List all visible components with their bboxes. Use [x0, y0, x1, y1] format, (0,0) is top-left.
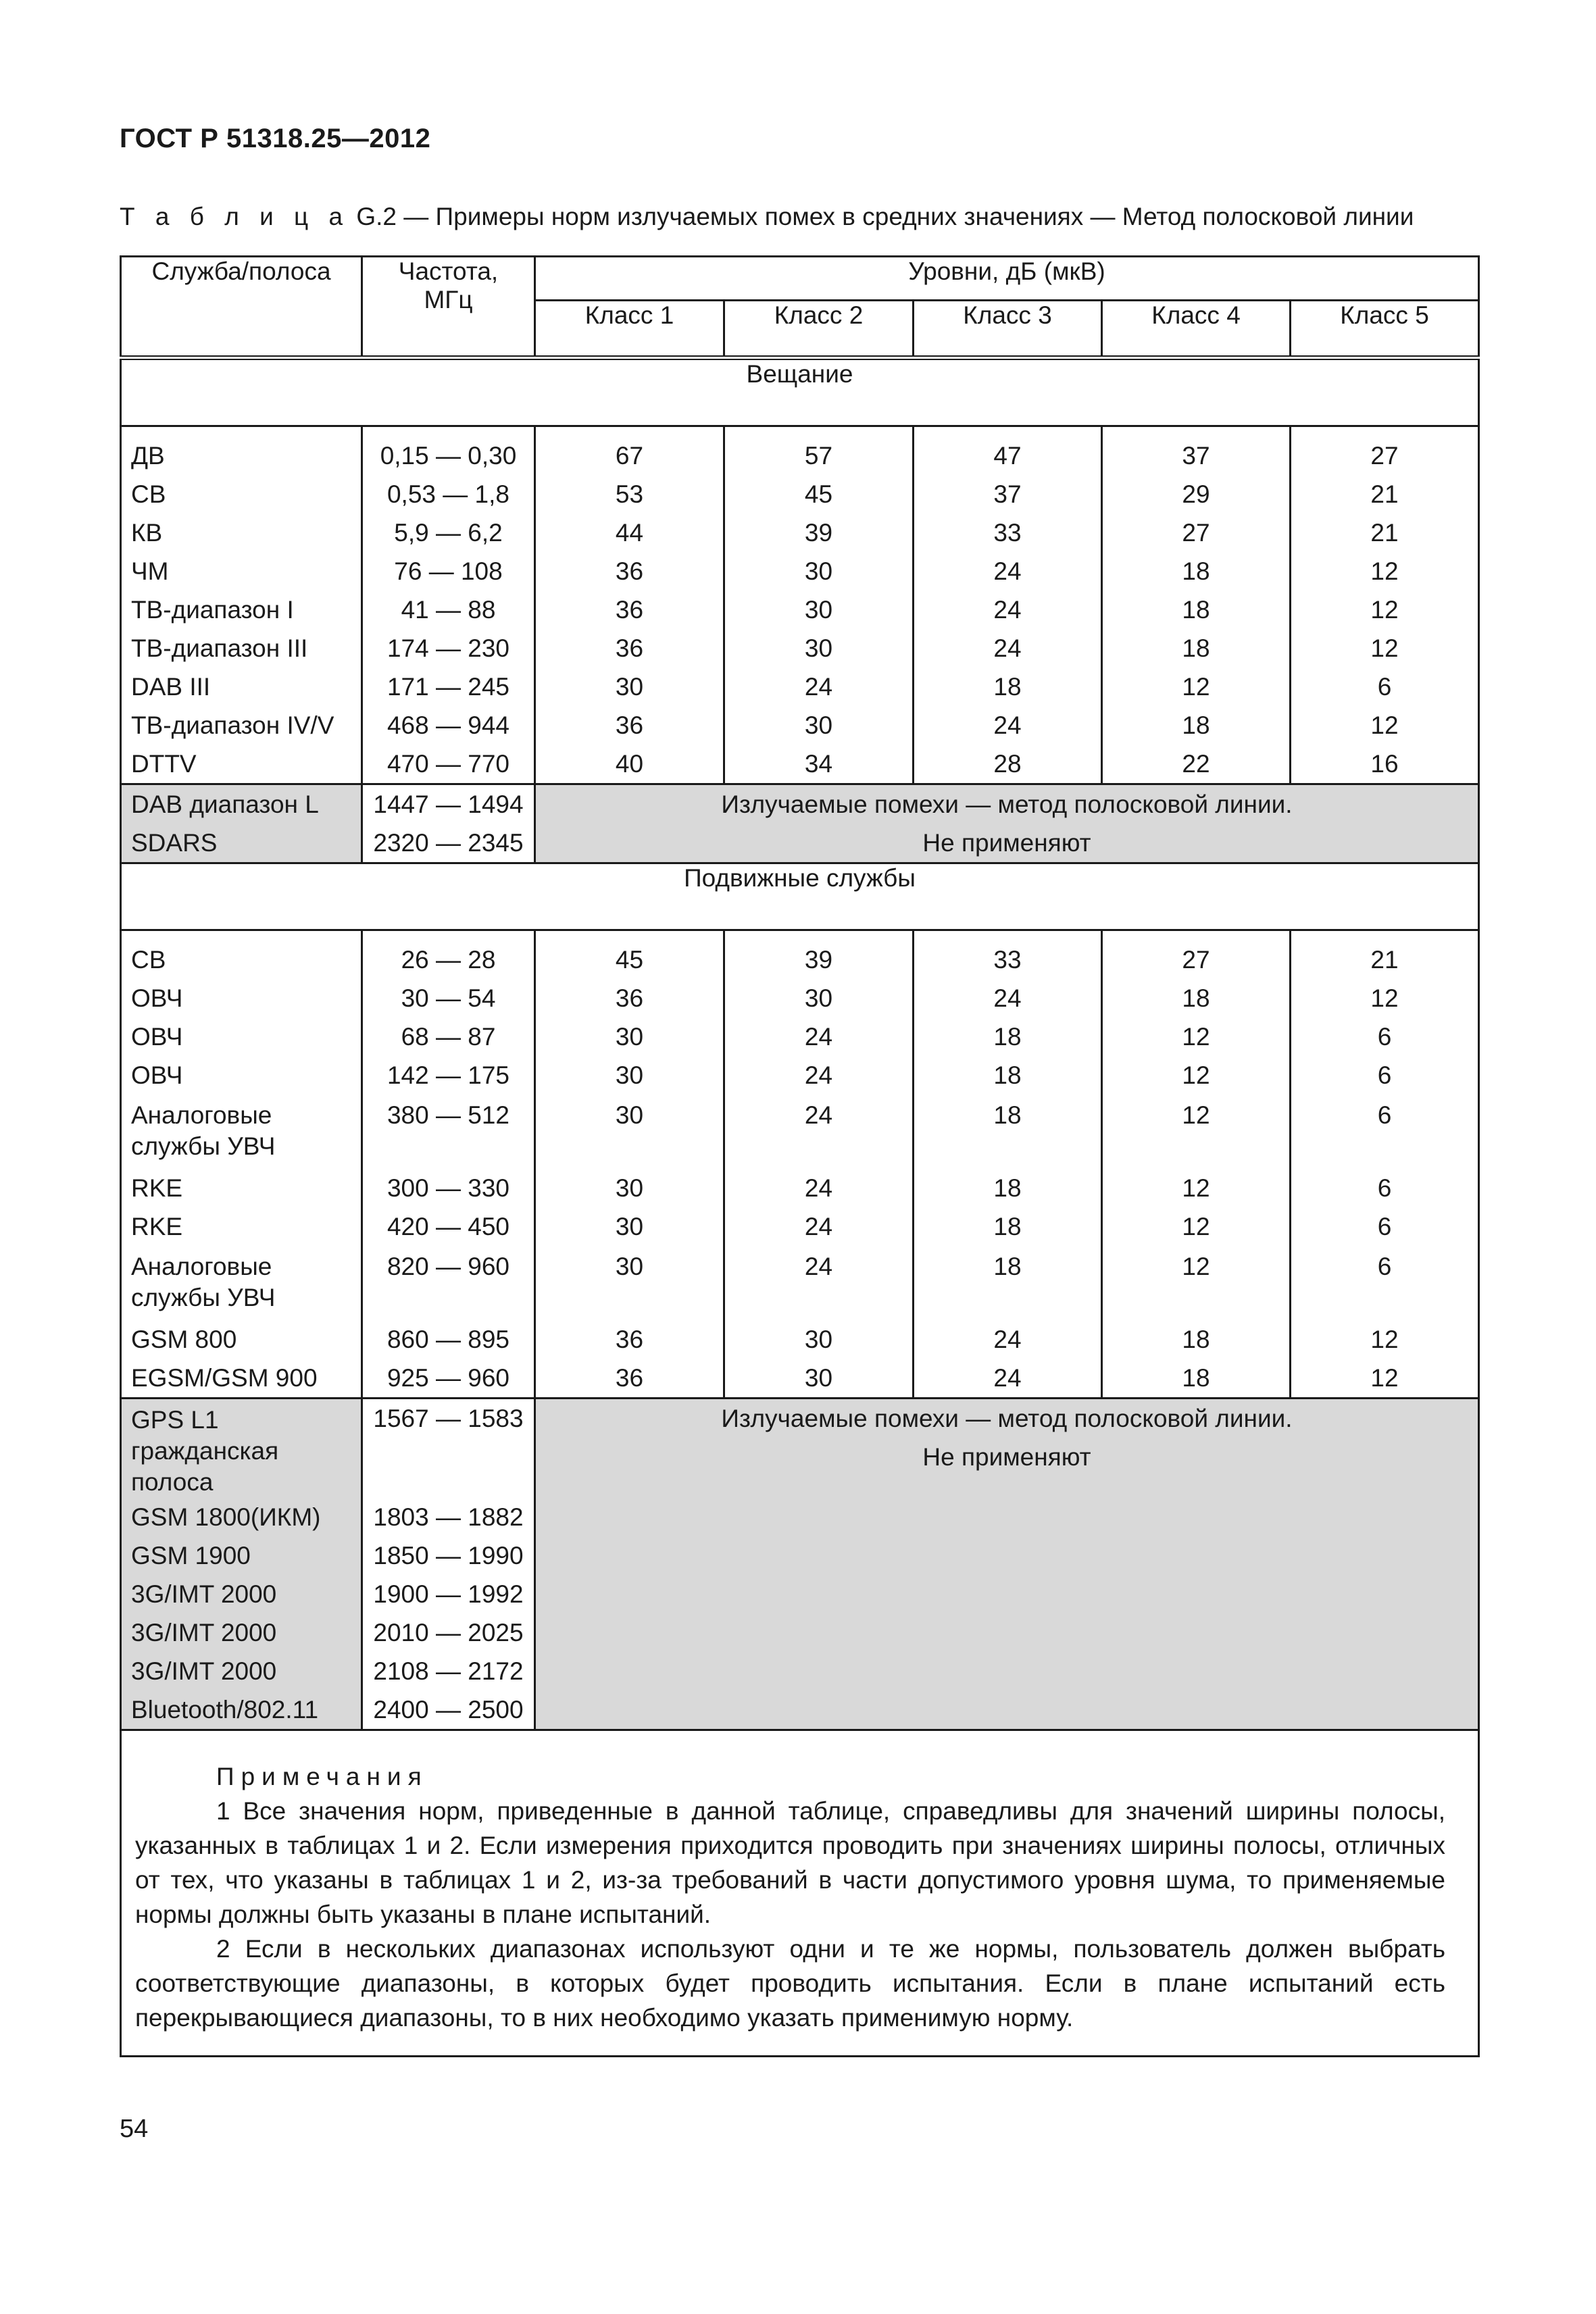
class-3-value: 18: [914, 668, 1102, 706]
class-4-value: 27: [1102, 513, 1291, 552]
class-5-value: 6: [1291, 1095, 1479, 1169]
class-4-value: 22: [1102, 745, 1291, 784]
service-cell: DTTV: [121, 745, 362, 784]
class-2-value: 30: [724, 590, 914, 629]
class-3-value: 24: [914, 629, 1102, 668]
service-cell: GSM 1800(ИКМ): [121, 1498, 362, 1536]
frequency-cell: 925 — 960: [362, 1359, 535, 1399]
class-1-value: 30: [535, 668, 724, 706]
table-row-not-applicable: [121, 1399, 1479, 1499]
frequency-cell: 41 — 88: [362, 590, 535, 629]
frequency-cell: 0,53 — 1,8: [362, 475, 535, 513]
class-1-value: 36: [535, 1320, 724, 1359]
class-2-value: 34: [724, 745, 914, 784]
table-row: [121, 1169, 1479, 1207]
class-2-value: 57: [724, 426, 914, 476]
class-5-value: 6: [1291, 1207, 1479, 1246]
document-id: ГОСТ Р 51318.25—2012: [120, 124, 431, 153]
frequency-cell: 76 — 108: [362, 552, 535, 590]
frequency-cell: 5,9 — 6,2: [362, 513, 535, 552]
class-3-value: 18: [914, 1207, 1102, 1246]
caption-label: Т а б л и ц а: [120, 203, 350, 230]
class-5-value: 21: [1291, 930, 1479, 980]
frequency-cell: 470 — 770: [362, 745, 535, 784]
frequency-cell: 2010 — 2025: [362, 1613, 535, 1652]
frequency-cell: 1900 — 1992: [362, 1575, 535, 1613]
service-cell: RKE: [121, 1169, 362, 1207]
table-row: [121, 426, 1479, 476]
class-5-value: 6: [1291, 1017, 1479, 1056]
service-cell: 3G/IMT 2000: [121, 1652, 362, 1690]
class-3-value: 24: [914, 1359, 1102, 1399]
class-5-value: 12: [1291, 590, 1479, 629]
class-2-value: 24: [724, 1207, 914, 1246]
service-cell: ОВЧ: [121, 979, 362, 1017]
class-2-value: 24: [724, 668, 914, 706]
not-applicable-line-1: Излучаемые помехи — метод полосковой линии.: [721, 790, 1293, 818]
col-header-frequency: Частота, МГц: [362, 257, 535, 358]
note-2: 2 Если в нескольких диапазонах используют одни и те же нормы, пользователь должен выбрать соответствующие диапазоны, в которых будет проводить испытания. Если в плане испытаний есть перекрывающиеся диапазоны, то в них необходимо указать применимую норму.: [135, 1935, 1445, 2032]
norms-table: [120, 255, 1480, 2057]
class-2-value: 45: [724, 475, 914, 513]
class-3-value: 24: [914, 979, 1102, 1017]
class-5-value: 12: [1291, 1320, 1479, 1359]
table-row: [121, 1056, 1479, 1095]
class-4-value: 18: [1102, 979, 1291, 1017]
table-row-not-applicable: [121, 784, 1479, 824]
class-3-value: 33: [914, 930, 1102, 980]
class-5-value: 12: [1291, 552, 1479, 590]
class-4-value: 12: [1102, 1095, 1291, 1169]
class-4-value: 18: [1102, 590, 1291, 629]
service-cell: ЧМ: [121, 552, 362, 590]
class-5-value: 6: [1291, 1056, 1479, 1095]
table-row: [121, 706, 1479, 745]
class-5-value: 27: [1291, 426, 1479, 476]
class-1-value: 44: [535, 513, 724, 552]
class-1-value: 30: [535, 1246, 724, 1320]
class-1-value: 36: [535, 706, 724, 745]
notes: [121, 1730, 1479, 2057]
table-row: [121, 1095, 1479, 1169]
class-4-value: 18: [1102, 1359, 1291, 1399]
not-applicable-note: [535, 784, 1479, 863]
service-cell: 3G/IMT 2000: [121, 1613, 362, 1652]
service-cell: ОВЧ: [121, 1056, 362, 1095]
class-3-value: 28: [914, 745, 1102, 784]
class-1-value: 67: [535, 426, 724, 476]
class-4-value: 27: [1102, 930, 1291, 980]
class-1-value: 30: [535, 1017, 724, 1056]
service-cell: RKE: [121, 1207, 362, 1246]
class-4-value: 12: [1102, 1056, 1291, 1095]
frequency-cell: 26 — 28: [362, 930, 535, 980]
class-4-value: 18: [1102, 706, 1291, 745]
class-1-value: 30: [535, 1169, 724, 1207]
class-3-value: 33: [914, 513, 1102, 552]
class-3-value: 47: [914, 426, 1102, 476]
class-1-value: 36: [535, 979, 724, 1017]
class-1-value: 45: [535, 930, 724, 980]
class-4-value: 37: [1102, 426, 1291, 476]
class-5-value: 16: [1291, 745, 1479, 784]
service-cell: Аналоговые службы УВЧ: [121, 1095, 362, 1169]
table-row: [121, 745, 1479, 784]
frequency-cell: 468 — 944: [362, 706, 535, 745]
frequency-cell: 30 — 54: [362, 979, 535, 1017]
frequency-cell: 68 — 87: [362, 1017, 535, 1056]
class-5-value: 12: [1291, 1359, 1479, 1399]
frequency-cell: 171 — 245: [362, 668, 535, 706]
class-2-value: 30: [724, 706, 914, 745]
service-cell: GSM 1900: [121, 1536, 362, 1575]
col-header-class-2: Класс 2: [724, 301, 914, 358]
service-cell: КВ: [121, 513, 362, 552]
col-header-class-3: Класс 3: [914, 301, 1102, 358]
class-2-value: 24: [724, 1017, 914, 1056]
table-row: [121, 475, 1479, 513]
frequency-cell: 1803 — 1882: [362, 1498, 535, 1536]
service-cell: 3G/IMT 2000: [121, 1575, 362, 1613]
caption-text: G.2 — Примеры норм излучаемых помех в средних значениях — Метод полосковой линии: [356, 203, 1414, 230]
frequency-cell: 1850 — 1990: [362, 1536, 535, 1575]
table-row: [121, 590, 1479, 629]
table-row: [121, 1246, 1479, 1320]
class-1-value: 36: [535, 1359, 724, 1399]
class-2-value: 30: [724, 629, 914, 668]
service-cell: DAB III: [121, 668, 362, 706]
class-4-value: 12: [1102, 1169, 1291, 1207]
class-1-value: 30: [535, 1056, 724, 1095]
class-5-value: 6: [1291, 668, 1479, 706]
class-4-value: 18: [1102, 629, 1291, 668]
page-number: 54: [120, 2115, 149, 2143]
frequency-cell: 860 — 895: [362, 1320, 535, 1359]
col-header-levels: Уровни, дБ (мкВ): [535, 257, 1479, 301]
section-title-mobile: Подвижные службы: [121, 863, 1479, 930]
frequency-cell: 380 — 512: [362, 1095, 535, 1169]
not-applicable-line-2: Не применяют: [922, 1443, 1091, 1471]
class-2-value: 39: [724, 930, 914, 980]
table-row: [121, 629, 1479, 668]
class-2-value: 30: [724, 1320, 914, 1359]
table-caption: [120, 203, 1414, 231]
class-5-value: 6: [1291, 1169, 1479, 1207]
class-3-value: 37: [914, 475, 1102, 513]
class-1-value: 36: [535, 590, 724, 629]
service-cell: SDARS: [121, 824, 362, 863]
frequency-cell: 142 — 175: [362, 1056, 535, 1095]
class-3-value: 18: [914, 1056, 1102, 1095]
class-3-value: 24: [914, 590, 1102, 629]
service-cell: GSM 800: [121, 1320, 362, 1359]
class-4-value: 12: [1102, 1246, 1291, 1320]
service-cell: ОВЧ: [121, 1017, 362, 1056]
frequency-cell: 0,15 — 0,30: [362, 426, 535, 476]
service-cell: Bluetooth/802.11: [121, 1690, 362, 1730]
class-5-value: 12: [1291, 979, 1479, 1017]
class-1-value: 53: [535, 475, 724, 513]
table-row: [121, 979, 1479, 1017]
class-2-value: 24: [724, 1056, 914, 1095]
class-4-value: 12: [1102, 1207, 1291, 1246]
class-4-value: 18: [1102, 1320, 1291, 1359]
table-row: [121, 1320, 1479, 1359]
col-header-class-1: Класс 1: [535, 301, 724, 358]
class-2-value: 24: [724, 1246, 914, 1320]
service-cell: ТВ-диапазон III: [121, 629, 362, 668]
class-3-value: 24: [914, 706, 1102, 745]
class-5-value: 6: [1291, 1246, 1479, 1320]
class-5-value: 21: [1291, 513, 1479, 552]
col-header-class-4: Класс 4: [1102, 301, 1291, 358]
class-2-value: 39: [724, 513, 914, 552]
service-cell: СВ: [121, 930, 362, 980]
class-3-value: 18: [914, 1246, 1102, 1320]
class-4-value: 12: [1102, 668, 1291, 706]
not-applicable-line-1: Излучаемые помехи — метод полосковой линии.: [721, 1405, 1293, 1432]
class-1-value: 30: [535, 1095, 724, 1169]
note-1: 1 Все значения норм, приведенные в данной таблице, справедливы для значений ширины полосы, указанных в таблицах 1 и 2. Если измерения приходится проводить при значениях ширины полосы, отличных от тех, что указаны в таблицах 1 и 2, из-за требований в части допустимого уровня шума, то применяемые нормы должны быть указаны в плане испытаний.: [135, 1797, 1445, 1928]
class-1-value: 36: [535, 629, 724, 668]
not-applicable-note: [535, 1399, 1479, 1730]
table-row: [121, 1207, 1479, 1246]
class-3-value: 18: [914, 1095, 1102, 1169]
class-2-value: 24: [724, 1095, 914, 1169]
frequency-cell: 2108 — 2172: [362, 1652, 535, 1690]
table-row: [121, 930, 1479, 980]
class-3-value: 18: [914, 1017, 1102, 1056]
class-4-value: 12: [1102, 1017, 1291, 1056]
class-2-value: 30: [724, 979, 914, 1017]
class-1-value: 36: [535, 552, 724, 590]
frequency-cell: 2320 — 2345: [362, 824, 535, 863]
class-3-value: 24: [914, 1320, 1102, 1359]
service-cell: GPS L1 гражданская полоса: [121, 1399, 362, 1499]
table-row: [121, 1359, 1479, 1399]
class-2-value: 30: [724, 1359, 914, 1399]
service-cell: Аналоговые службы УВЧ: [121, 1246, 362, 1320]
frequency-cell: 1447 — 1494: [362, 784, 535, 824]
notes-title: Примечания: [216, 1763, 428, 1790]
frequency-cell: 2400 — 2500: [362, 1690, 535, 1730]
frequency-cell: 1567 — 1583: [362, 1399, 535, 1499]
class-2-value: 30: [724, 552, 914, 590]
table-row: [121, 552, 1479, 590]
class-5-value: 12: [1291, 706, 1479, 745]
service-cell: EGSM/GSM 900: [121, 1359, 362, 1399]
class-1-value: 40: [535, 745, 724, 784]
class-3-value: 18: [914, 1169, 1102, 1207]
table-row: [121, 513, 1479, 552]
frequency-cell: 300 — 330: [362, 1169, 535, 1207]
class-2-value: 24: [724, 1169, 914, 1207]
frequency-cell: 174 — 230: [362, 629, 535, 668]
service-cell: СВ: [121, 475, 362, 513]
class-3-value: 24: [914, 552, 1102, 590]
table-row: [121, 1017, 1479, 1056]
service-cell: ТВ-диапазон I: [121, 590, 362, 629]
not-applicable-line-2: Не применяют: [922, 829, 1091, 857]
service-cell: ТВ-диапазон IV/V: [121, 706, 362, 745]
table-row: [121, 668, 1479, 706]
frequency-cell: 420 — 450: [362, 1207, 535, 1246]
section-title-broadcast: Вещание: [121, 358, 1479, 426]
col-header-service: Служба/полоса: [121, 257, 362, 358]
class-4-value: 29: [1102, 475, 1291, 513]
class-1-value: 30: [535, 1207, 724, 1246]
service-cell: DAB диапазон L: [121, 784, 362, 824]
col-header-class-5: Класс 5: [1291, 301, 1479, 358]
class-5-value: 12: [1291, 629, 1479, 668]
service-cell: ДВ: [121, 426, 362, 476]
class-4-value: 18: [1102, 552, 1291, 590]
frequency-cell: 820 — 960: [362, 1246, 535, 1320]
class-5-value: 21: [1291, 475, 1479, 513]
